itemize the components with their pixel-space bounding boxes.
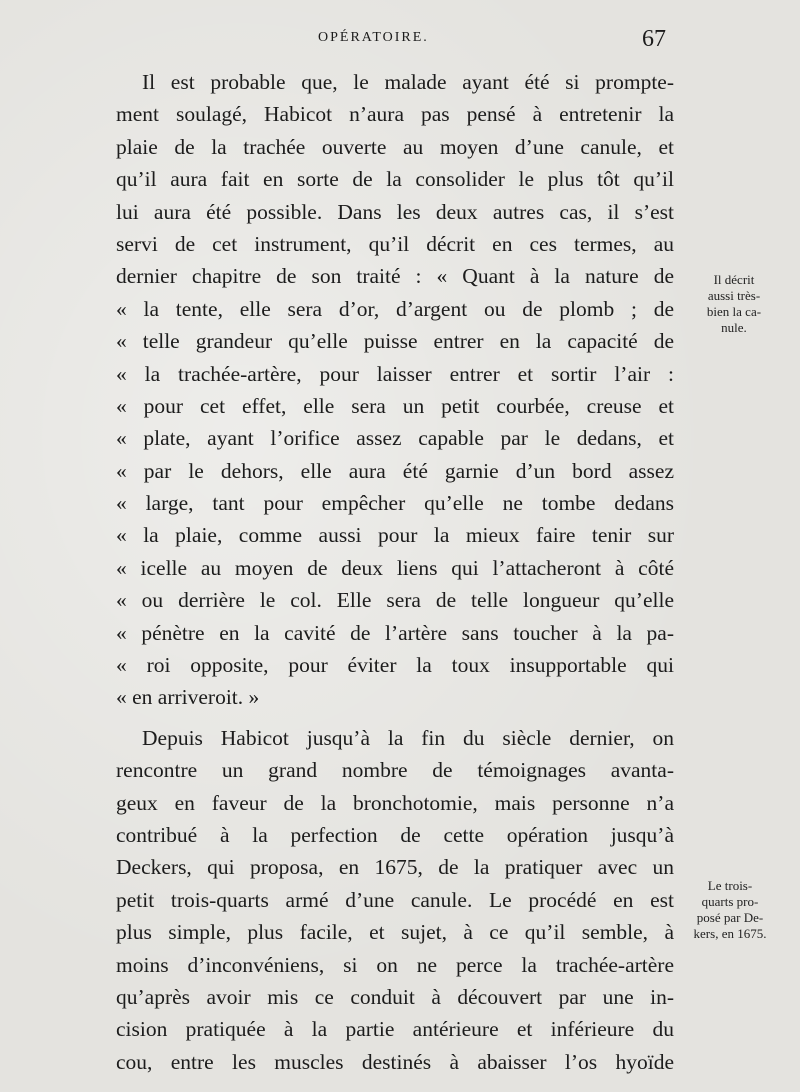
margin-note-line: nule. (721, 320, 747, 335)
text-line: « en arriveroit. » (116, 685, 260, 710)
margin-note-line: bien la ca- (706, 304, 762, 319)
text-line: contribué à la perfection de cette opération jusqu’à (116, 822, 674, 847)
margin-note-line: kers, en 1675. (693, 926, 767, 941)
text-line: « large, tant pour empêcher qu’elle ne tombe dedans (116, 491, 674, 516)
text-line: moins d’inconvéniens, si on ne perce la trachée-artère (116, 952, 674, 977)
text-line: « la plaie, comme aussi pour la mieux faire tenir sur (116, 523, 674, 548)
text-line: lui aura été possible. Dans les deux autres cas, il s’est (116, 199, 674, 224)
text-line: qu’il aura fait en sorte de la consolider le plus tôt qu’il (116, 167, 674, 192)
text-line: « pénètre en la cavité de l’artère sans toucher à la pa- (116, 620, 674, 645)
running-title: OPÉRATOIRE. (318, 30, 429, 45)
text-line: « icelle au moyen de deux liens qui l’attacheront à côté (116, 555, 674, 580)
margin-note-line: quarts pro- (701, 894, 759, 909)
text-line: « roi opposite, pour éviter la toux insupportable qui (116, 653, 674, 678)
text-line: cou, entre les muscles destinés à abaisser l’os hyoïde (116, 1049, 674, 1074)
margin-note-line: aussi très- (707, 288, 761, 303)
text-line: « ou derrière le col. Elle sera de telle longueur qu’elle (116, 588, 674, 613)
text-line: Depuis Habicot jusqu’à la fin du siècle dernier, on (142, 725, 674, 750)
body-text (116, 66, 674, 1078)
text-line: petit trois-quarts armé d’une canule. Le procédé en est (116, 887, 674, 912)
text-line: Il est probable que, le malade ayant été si prompte- (142, 70, 674, 94)
text-line: « la tente, elle sera d’or, d’argent ou de plomb ; de (116, 296, 674, 321)
text-line: « la trachée-artère, pour laisser entrer et sortir l’air : (116, 361, 674, 386)
margin-note (682, 878, 778, 942)
text-line: « par le dehors, elle aura été garnie d’un bord assez (116, 458, 674, 483)
page-number: 67 (642, 26, 666, 52)
text-line: « plate, ayant l’orifice assez capable par le dedans, et (116, 426, 674, 451)
text-line: plus simple, plus facile, et sujet, à ce qu’il semble, à (116, 920, 674, 945)
margin-note-line: Le trois- (707, 878, 753, 893)
paragraph-gap (116, 714, 674, 722)
text-line: Deckers, qui proposa, en 1675, de la pratiquer avec un (116, 855, 674, 880)
text-line: dernier chapitre de son traité : « Quant à la nature de (116, 264, 674, 289)
text-line: cision pratiquée à la partie antérieure et inférieure du (116, 1017, 674, 1042)
text-line: geux en faveur de la bronchotomie, mais personne n’a (116, 790, 674, 815)
text-line: servi de cet instrument, qu’il décrit en ces termes, au (116, 231, 674, 256)
margin-note-line: Il décrit (713, 272, 755, 287)
margin-note (686, 272, 782, 336)
text-line: plaie de la trachée ouverte au moyen d’une canule, et (116, 134, 674, 159)
text-line: qu’après avoir mis ce conduit à découvert par une in- (116, 984, 674, 1009)
text-line: ment soulagé, Habicot n’aura pas pensé à entretenir la (116, 102, 674, 127)
margin-note-line: posé par De- (696, 910, 764, 925)
text-line: rencontre un grand nombre de témoignages avanta- (116, 758, 674, 783)
text-line: « pour cet effet, elle sera un petit courbée, creuse et (116, 393, 674, 418)
text-line: « telle grandeur qu’elle puisse entrer en la capacité de (116, 329, 674, 354)
